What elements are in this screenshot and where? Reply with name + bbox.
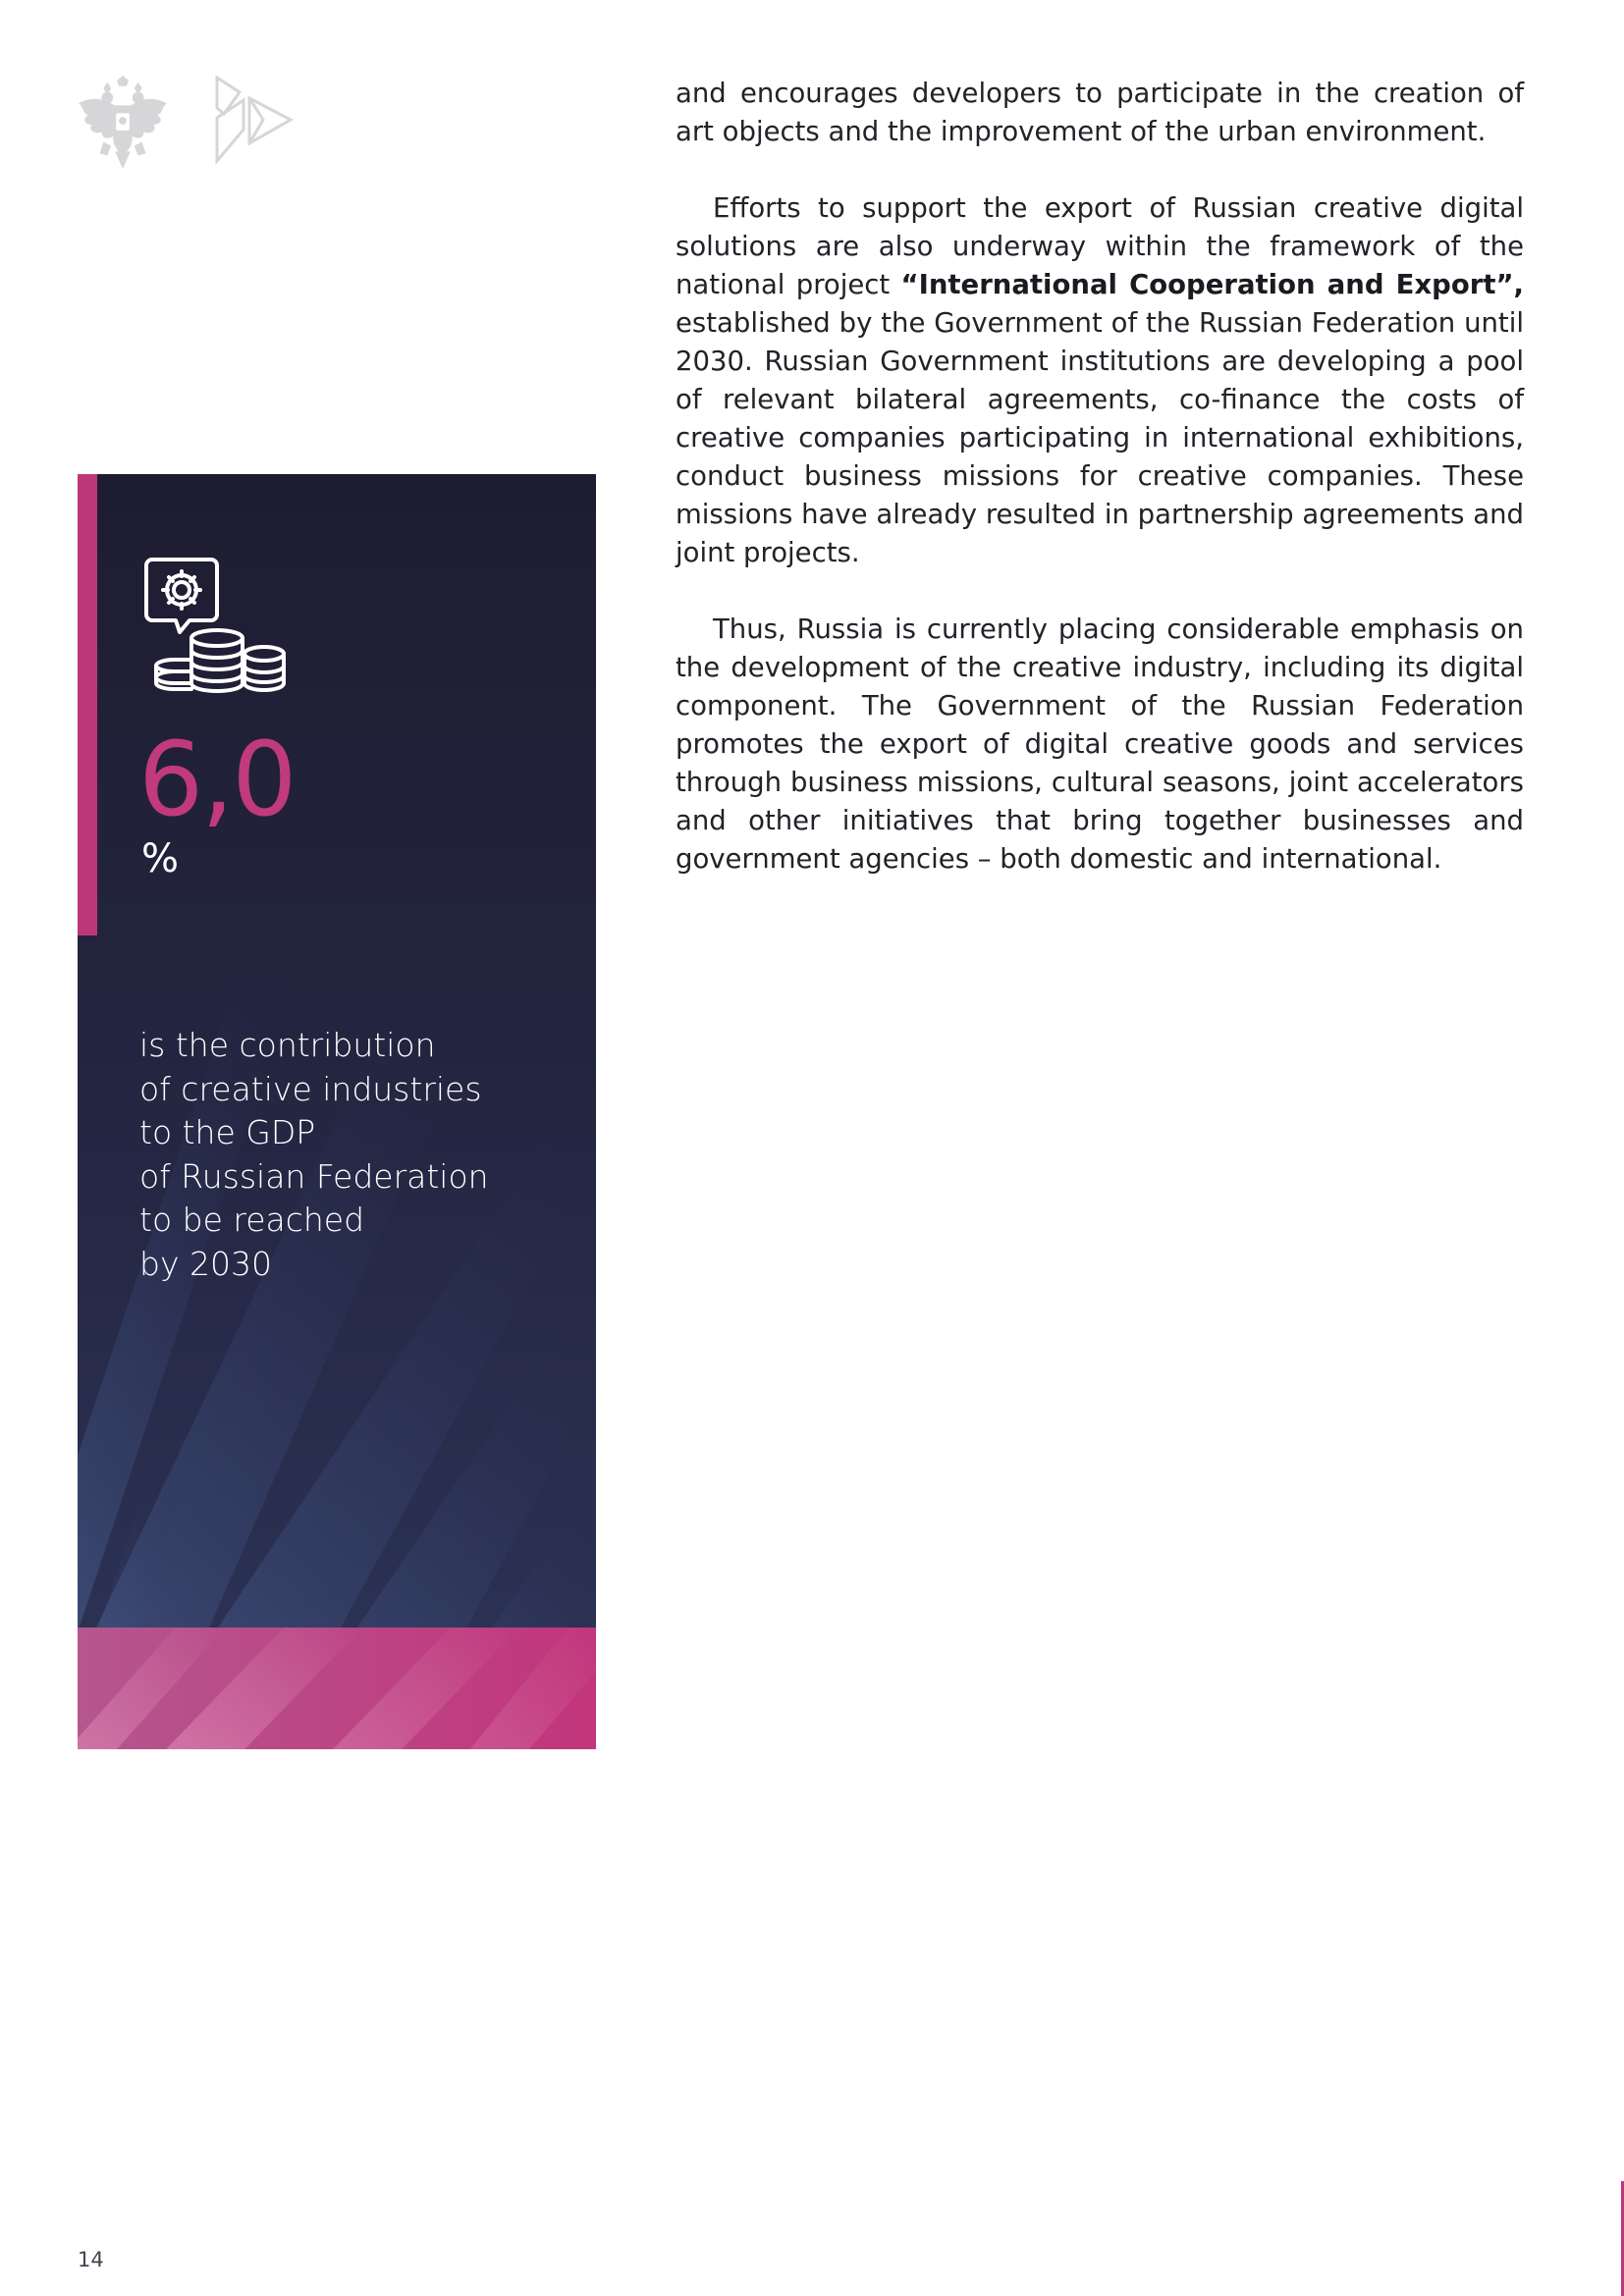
stat-caption-line: to be reached	[139, 1201, 365, 1239]
stat-caption-line: by 2030	[139, 1244, 272, 1283]
stat-caption-line: to the GDP	[139, 1113, 316, 1151]
paragraph-3	[676, 611, 1524, 879]
stat-card	[78, 474, 596, 1749]
body-text	[676, 75, 1524, 917]
accent-bar	[78, 474, 97, 935]
paragraph-1-text: and encourages developers to participate in the creation of art objects and the improvement of the urban environment.	[676, 78, 1524, 147]
stat-value: 6,0	[138, 720, 296, 839]
gear-coins-icon	[142, 556, 290, 693]
paragraph-2	[676, 189, 1524, 572]
stat-caption-line: of Russian Federation	[139, 1156, 489, 1196]
stat-caption	[139, 1024, 571, 1286]
page-number: 14	[78, 2248, 104, 2271]
paragraph-1	[676, 75, 1524, 151]
stylized-arrow-logo-icon	[214, 75, 295, 165]
paragraph-3-text: Thus, Russia is currently placing considerable emphasis on the development of the creative industry, including its digital component. The Government of the Russian Federation promotes the export of digital creative goods and services through business missions, cultural seasons, joint accelerators and other initiatives that bring together businesses and government agencies – both domestic and international.	[676, 614, 1524, 875]
paragraph-2-text-end: established by the Government of the Russian Federation until 2030. Russian Government institutions are developing a pool of relevant bilateral agreements, co-finance the costs of creative companies participating in international exhibitions, conduct business missions for creative companies. These missions have already resulted in partnership agreements and joint projects.	[676, 307, 1524, 568]
paragraph-2-text-start: Efforts to support the export of Russian creative digital solutions are also underway within the framework of the national project	[676, 192, 1524, 300]
double-headed-eagle-icon	[75, 75, 171, 171]
stat-caption-line: of creative industries	[139, 1069, 482, 1108]
stat-unit: %	[141, 836, 180, 881]
stat-caption-line: is the contribution	[139, 1026, 436, 1064]
project-name: “International Cooperation and Export”,	[900, 269, 1524, 300]
